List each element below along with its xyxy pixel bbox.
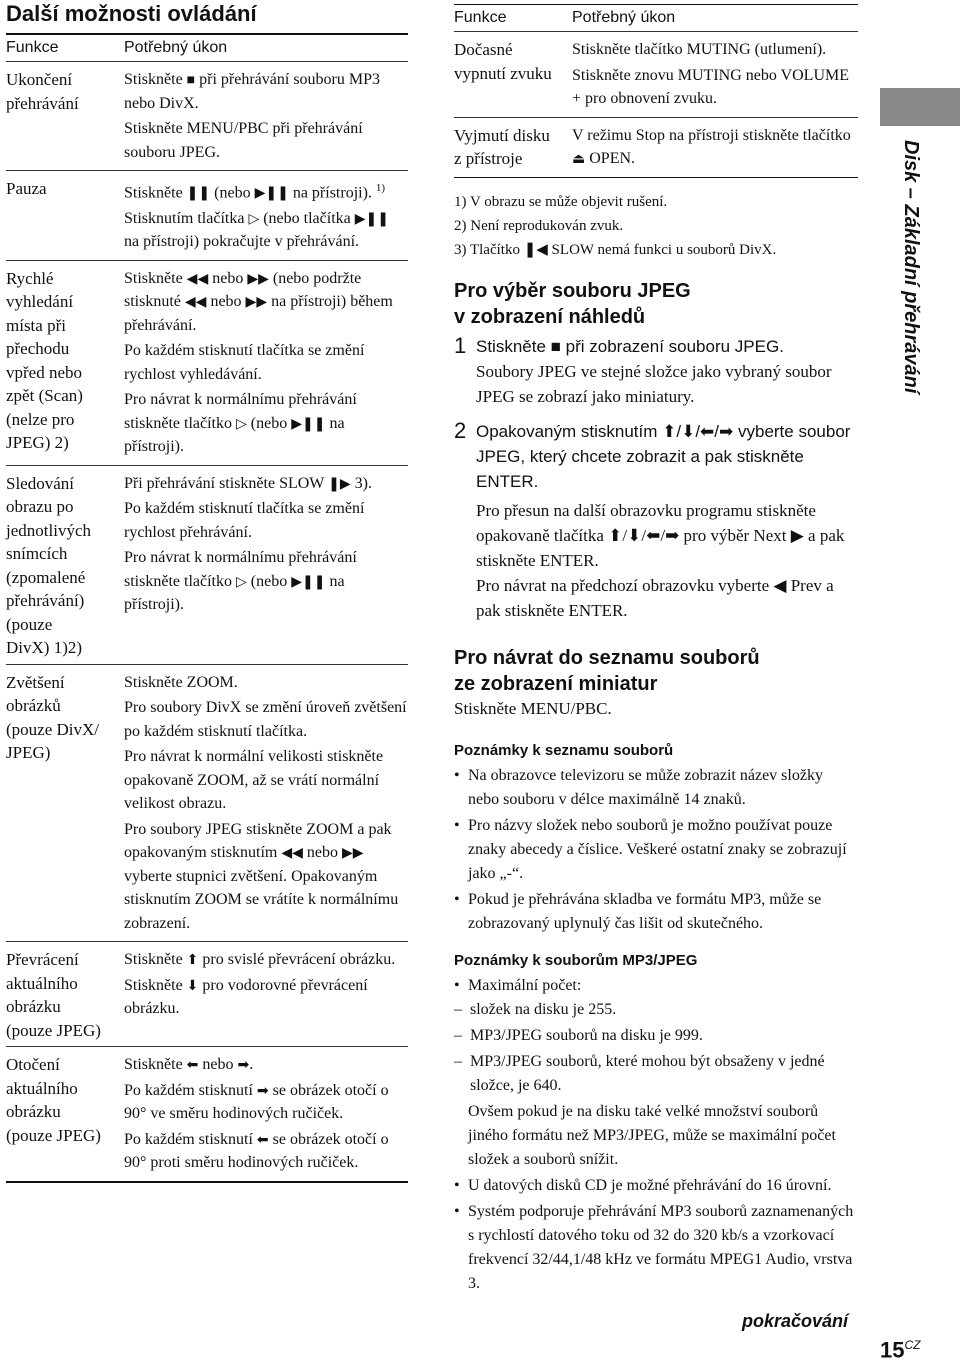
button-glyph-icon: ⏏ [572, 150, 586, 166]
table-row [454, 31, 858, 117]
action-cell [124, 267, 408, 461]
footnote: 2) Není reprodukován zvuk. [454, 217, 624, 234]
action-text: Pro návrat k normálnímu přehrávání stiskněte tlačítko [124, 549, 357, 590]
function-line: Vyjmutí disku [454, 125, 550, 145]
function-line: Ukončení [6, 70, 73, 89]
page-number: $15^{CZ}$ [880, 1337, 921, 1362]
function-cell [6, 948, 124, 1042]
action-text: (nebo [210, 184, 255, 202]
return-section-title: Pro návrat do seznamu souborů ze zobrazení miniatur [454, 646, 760, 695]
button-glyph-icon: ▶❚❚ [291, 414, 326, 431]
footnote: 1) V obrazu se může objevit rušení. [454, 193, 668, 210]
action-cell [124, 177, 408, 256]
notes-mp3-list [454, 974, 858, 1296]
function-cell [6, 177, 124, 256]
action-paragraph [124, 207, 408, 254]
notes-files-list [454, 764, 858, 936]
list-item: • Pro názvy složek nebo souborů je možno používat pouze znaky abecedy a číslice. Veškeré ostatní znaky se zobrazují jako „-“. [454, 814, 858, 886]
action-paragraph [124, 818, 408, 936]
action-paragraph [572, 64, 858, 111]
max-count-note: Ovšem pokud je na disku také velké množství souborů jiného formátu než MP3/JPEG, může se maximální počet složek a souborů snížit. [468, 1102, 836, 1168]
header-function: Funkce [6, 39, 59, 56]
table-bottom-rule [6, 1181, 408, 1183]
function-cell [6, 671, 124, 938]
table-row [6, 941, 408, 1046]
function-line: Otočení [6, 1055, 60, 1075]
action-paragraph [124, 388, 408, 459]
action-text: Po každém stisknutí [124, 1081, 257, 1099]
action-paragraph [124, 974, 408, 1021]
action-text: Stiskněte znovu MUTING nebo VOLUME + pro obnovení zvuku. [572, 66, 850, 107]
table-row [6, 61, 408, 170]
action-text: Stiskněte [124, 951, 187, 969]
action-text: nebo [208, 269, 248, 287]
action-text: nebo [198, 1056, 238, 1074]
button-glyph-icon: ◀◀ [184, 293, 207, 310]
list-item: – MP3/JPEG souborů na disku je 999. [454, 1024, 858, 1048]
button-glyph-icon: ⬅ [186, 1056, 199, 1073]
list-item: – MP3/JPEG souborů, které mohou být obsaženy v jedné složce, je 640. [454, 1050, 858, 1098]
action-text: nebo [206, 293, 246, 311]
action-paragraph [572, 124, 858, 171]
button-glyph-icon: ⬅ [256, 1130, 269, 1147]
action-text: Při přehrávání stiskněte SLOW [124, 474, 329, 492]
action-cell [124, 671, 408, 938]
function-line: obrázků [6, 696, 61, 716]
section-marker [880, 88, 960, 126]
button-glyph-icon: ▶❚❚ [254, 184, 289, 201]
function-line: Rychlé [6, 268, 54, 288]
function-line: Pauza [6, 179, 47, 198]
action-text: Stiskněte [124, 1056, 187, 1074]
table-row [6, 465, 408, 664]
table-row [6, 260, 408, 465]
step-1 [454, 334, 858, 359]
function-line: přechodu [6, 339, 70, 359]
action-text: Stiskněte [124, 269, 187, 287]
function-line: jednotlivých [6, 520, 91, 540]
left-table-body [6, 61, 408, 1181]
function-cell [6, 267, 124, 461]
button-glyph-icon: ⬇ [186, 976, 199, 993]
function-cell [454, 124, 572, 173]
list-item: – složek na disku je 255. [454, 998, 858, 1022]
function-line: přehrávání) [6, 591, 85, 611]
function-line: obrázku [6, 1102, 61, 1122]
button-glyph-icon: ◀◀ [186, 269, 209, 286]
action-text: se obrázek otočí o 90° ve směru hodinových ručiček. [124, 1081, 389, 1123]
action-paragraph [124, 267, 408, 338]
return-section-text: Stiskněte MENU/PBC. [454, 698, 612, 718]
notes-files-heading: Poznámky k seznamu souborů [454, 741, 674, 759]
left-column [6, 0, 408, 1183]
function-cell [6, 68, 124, 166]
function-line: zpět (Scan) [6, 386, 83, 406]
action-text: Stisknutím tlačítka [124, 209, 249, 227]
step-text: Stiskněte ■ při zobrazení souboru JPEG. [476, 336, 784, 356]
function-line: (pouze JPEG) [6, 1125, 101, 1145]
function-line: Sledování [6, 473, 74, 493]
action-paragraph [124, 1128, 408, 1175]
button-glyph-icon: ➡ [256, 1081, 269, 1098]
function-line: (pouze JPEG) [6, 1020, 101, 1040]
button-glyph-icon: ❚▶ [328, 474, 351, 491]
list-item: • U datových disků CD je možné přehrávání do 16 úrovní. [454, 1174, 858, 1198]
button-glyph-icon: ■ [186, 71, 196, 87]
function-line: snímcích [6, 544, 68, 564]
action-text: Stiskněte [124, 184, 187, 202]
action-paragraph [124, 339, 408, 386]
action-paragraph [124, 177, 408, 205]
table-header [6, 35, 408, 61]
footnote-ref: 1) [375, 182, 386, 194]
list-item: • Pokud je přehrávána skladba ve formátu MP3, může se zobrazovaný uplynulý čas lišit od skutečného. [454, 888, 858, 936]
function-cell [6, 472, 124, 660]
action-text: Po každém stisknutí tlačítka se změní rychlost přehrávání. [124, 500, 365, 541]
function-line: místa při [6, 315, 66, 335]
action-cell [124, 472, 408, 660]
side-tab-label: Disk – Základní přehrávání [900, 140, 922, 394]
function-line: z přístroje [454, 149, 523, 168]
button-glyph-icon: ▶▶ [245, 293, 268, 310]
action-text: nebo [302, 844, 342, 862]
function-line: vyhledání [6, 292, 74, 312]
function-line: JPEG) [6, 743, 51, 763]
list-item: • Maximální počet: – složek na disku je 255. – MP3/JPEG souborů na disku je 999. – MP3/JPEG souborů, které mohou být obsaženy v jedné složce, je 640. Ovšem pokud je na disku také velké množství souborů jiného formátu než MP3/JPEG, může se maximální počet složek a souborů snížit. [454, 974, 858, 1172]
step-1-detail: Soubory JPEG ve stejné složce jako vybraný soubor JPEG se zobrazí jako miniatury. [476, 361, 832, 406]
action-text: V režimu Stop na přístroji stiskněte tlačítko [572, 126, 851, 144]
action-text: pro svislé převrácení obrázku. [198, 951, 396, 969]
action-text: (nebo tlačítka [259, 209, 355, 227]
action-text: Stiskněte MENU/PBC při přehrávání souboru JPEG. [124, 120, 363, 161]
list-item: • Systém podporuje přehrávání MP3 souborů zaznamenaných s rychlostí datového toku od 32 do 320 kb/s a vzorkovací frekvencí 32/44,1/48 kHz ve formátu MPEG1 Audio, vrstva 3. [454, 1200, 858, 1296]
button-glyph-icon: ▷ [248, 209, 260, 226]
action-cell [572, 38, 858, 113]
action-text: 3). [350, 474, 372, 492]
function-line: (zpomalené [6, 567, 86, 587]
button-glyph-icon: ▶❚❚ [291, 572, 326, 589]
right-table-bottom-rule [454, 177, 858, 178]
action-text: Stiskněte [124, 976, 187, 994]
action-paragraph [124, 1053, 408, 1077]
action-text: pro vodorovné převrácení obrázku. [124, 976, 368, 1018]
action-text: Pro návrat k normální velikosti stiskněte opakovaně ZOOM, až se vrátí normální velikost obrazu. [124, 748, 384, 813]
action-text: na přístroji) během přehrávání. [124, 293, 393, 334]
action-text: na přístroji). [288, 184, 376, 202]
action-cell [124, 68, 408, 166]
jpeg-section [454, 278, 858, 623]
action-paragraph [124, 68, 408, 115]
function-line: Zvětšení [6, 672, 65, 692]
step-2 [454, 419, 858, 494]
function-line: JPEG) 2) [6, 433, 69, 453]
action-text: na přístroji) pokračujte v přehrávání. [124, 233, 360, 251]
table-row [6, 664, 408, 942]
right-table-header [454, 5, 858, 31]
function-line: obrazu po [6, 497, 74, 517]
function-line: (pouze DivX/ [6, 719, 100, 739]
button-glyph-icon: ⬆ [186, 951, 199, 968]
action-text: Stiskněte tlačítko MUTING (utlumení). [572, 41, 827, 58]
header-action: Potřebný úkon [572, 9, 676, 26]
table-row [6, 170, 408, 260]
button-glyph-icon: ▷ [235, 414, 247, 431]
action-text: Stiskněte ZOOM. [124, 673, 238, 691]
action-paragraph [124, 1079, 408, 1126]
action-paragraph [124, 117, 408, 164]
action-text: vyberte stupnici zvětšení. Opakovaným stisknutím ZOOM se vrátíte k normálnímu zobrazení. [124, 867, 399, 932]
max-count-list [454, 998, 858, 1098]
button-glyph-icon: ▶▶ [247, 269, 269, 286]
action-text: Pro návrat k normálnímu přehrávání stiskněte tlačítko [124, 391, 357, 432]
action-cell [124, 948, 408, 1042]
return-section [454, 645, 858, 720]
action-cell [124, 1053, 408, 1177]
function-line: obrázku [6, 997, 61, 1017]
table-row [6, 1046, 408, 1181]
action-paragraph [124, 546, 408, 617]
button-glyph-icon: ➡ [237, 1056, 250, 1073]
button-glyph-icon: ❚❚ [186, 184, 211, 201]
action-text: na přístroji). [124, 572, 345, 614]
function-line: vpřed nebo [6, 362, 83, 382]
step-number: 1 [454, 332, 467, 358]
button-glyph-icon: ▷ [235, 572, 247, 589]
function-line: (nelze pro [6, 409, 75, 429]
header-action: Potřebný úkon [124, 39, 228, 56]
action-paragraph [124, 696, 408, 743]
page-title: Další možnosti ovládání [6, 1, 257, 26]
action-paragraph [572, 38, 858, 62]
action-paragraph [124, 948, 408, 972]
footnotes [454, 190, 858, 262]
action-text: (nebo [246, 572, 292, 590]
action-text: (nebo [246, 414, 292, 432]
function-line: vypnutí zvuku [454, 63, 552, 83]
action-text: se obrázek otočí o 90° proti směru hodinových ručiček. [124, 1130, 389, 1172]
function-line: aktuálního [6, 973, 78, 993]
button-glyph-icon: ▶❚❚ [354, 209, 389, 226]
action-text: Pro soubory DivX se změní úroveň zvětšení po každém stisknutí tlačítka. [124, 699, 407, 740]
action-text: OPEN. [585, 150, 636, 167]
action-text: . [249, 1056, 254, 1074]
action-text: Pro soubory JPEG stiskněte ZOOM a pak opakovaným stisknutím [124, 820, 392, 862]
function-line: DivX) 1)2) [6, 638, 83, 658]
action-paragraph [124, 671, 408, 695]
action-cell [572, 124, 858, 173]
function-cell [6, 1053, 124, 1177]
action-text: Po každém stisknutí tlačítka se změní rychlost vyhledávání. [124, 342, 365, 383]
button-glyph-icon: ▶▶ [341, 844, 364, 861]
right-table-body [454, 31, 858, 177]
action-text: (nebo podržte stisknuté [124, 269, 362, 311]
notes-mp3-heading: Poznámky k souborům MP3/JPEG [454, 951, 698, 969]
action-text: Stiskněte [124, 71, 187, 88]
jpeg-section-title: Pro výběr souboru JPEG v zobrazení náhledů [454, 279, 691, 328]
function-line: přehrávání [6, 93, 79, 113]
action-paragraph [124, 745, 408, 816]
function-line: (pouze [6, 614, 53, 634]
action-paragraph [124, 497, 408, 544]
function-cell [454, 38, 572, 113]
right-column [454, 0, 858, 1298]
footnote: 3) Tlačítko ❚◀ SLOW nemá funkci u souborů DivX. [454, 241, 777, 258]
list-item: • Na obrazovce televizoru se může zobrazit název složky nebo souboru v délce maximálně 14 znaků. [454, 764, 858, 812]
continue-label: pokračování [742, 1311, 849, 1331]
function-line: aktuálního [6, 1078, 78, 1098]
function-line: Převrácení [6, 950, 79, 970]
header-function: Funkce [454, 9, 507, 26]
step-text: Opakovaným stisknutím ⬆/⬇/⬅/➡ vyberte soubor JPEG, který chcete zobrazit a pak stiskněte ENTER. [476, 421, 851, 491]
action-text: při přehrávání souboru MP3 nebo DivX. [124, 71, 380, 112]
action-paragraph [124, 472, 408, 496]
button-glyph-icon: ◀◀ [281, 844, 303, 861]
function-line: Dočasné [454, 40, 513, 59]
table-row [454, 117, 858, 177]
action-text: Po každém stisknutí [124, 1130, 257, 1148]
step-number: 2 [454, 417, 467, 443]
action-text: na přístroji). [124, 414, 345, 456]
step-2-detail: Pro přesun na další obrazovku programu stiskněte opakovaně tlačítka ⬆/⬇/⬅/➡ pro výběr Next ▶ a pak stiskněte ENTER. Pro návrat na předchozí obrazovku vyberte ◀ Prev a pak stiskněte ENTER. [476, 500, 845, 620]
